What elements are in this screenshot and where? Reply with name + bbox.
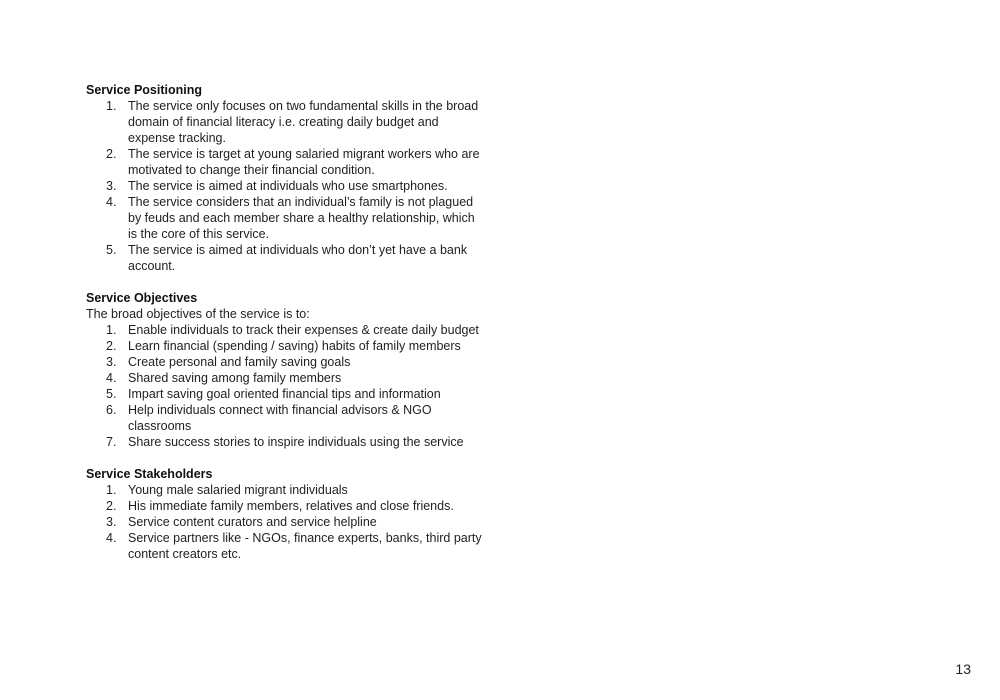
list-number: 3. xyxy=(106,355,117,369)
document-body xyxy=(86,82,486,578)
section-heading: Service Positioning xyxy=(86,83,203,97)
list-number: 1. xyxy=(106,483,117,497)
list-text: The service considers that an individual’s family is not plagued by feuds and each member share a healthy relationship, which is the core of this service. xyxy=(128,195,475,241)
section-intro: The broad objectives of the service is to: xyxy=(86,307,310,321)
list-item xyxy=(86,498,486,514)
list-text: Enable individuals to track their expenses & create daily budget xyxy=(128,323,479,337)
positioning-list xyxy=(86,98,486,274)
list-number: 1. xyxy=(106,99,117,113)
list-number: 2. xyxy=(106,339,117,353)
list-number: 7. xyxy=(106,435,117,449)
list-number: 2. xyxy=(106,499,117,513)
list-item xyxy=(86,434,486,450)
list-number: 3. xyxy=(106,515,117,529)
list-item xyxy=(86,370,486,386)
list-item xyxy=(86,98,486,146)
list-item xyxy=(86,194,486,242)
list-text: The service is aimed at individuals who don’t yet have a bank account. xyxy=(128,243,468,273)
stakeholders-list xyxy=(86,482,486,562)
section-positioning xyxy=(86,82,486,274)
list-item xyxy=(86,178,486,194)
page-number: 13 xyxy=(955,661,971,677)
list-number: 4. xyxy=(106,195,117,209)
list-text: Learn financial (spending / saving) habits of family members xyxy=(128,339,461,353)
list-text: Help individuals connect with financial advisors & NGO classrooms xyxy=(128,403,432,433)
list-text: Create personal and family saving goals xyxy=(128,355,351,369)
section-heading: Service Stakeholders xyxy=(86,467,213,481)
list-text: Young male salaried migrant individuals xyxy=(128,483,348,497)
list-item xyxy=(86,146,486,178)
list-item xyxy=(86,386,486,402)
list-number: 1. xyxy=(106,323,117,337)
list-text: The service is target at young salaried migrant workers who are motivated to change their financial condition. xyxy=(128,147,480,177)
list-number: 4. xyxy=(106,531,117,545)
list-number: 4. xyxy=(106,371,117,385)
list-number: 5. xyxy=(106,243,117,257)
list-item xyxy=(86,242,486,274)
list-text: Service partners like - NGOs, finance experts, banks, third party content creators etc. xyxy=(128,531,482,561)
list-text: Impart saving goal oriented financial tips and information xyxy=(128,387,441,401)
list-number: 3. xyxy=(106,179,117,193)
list-text: Shared saving among family members xyxy=(128,371,342,385)
list-text: Service content curators and service helpline xyxy=(128,515,377,529)
list-item xyxy=(86,402,486,434)
section-heading: Service Objectives xyxy=(86,291,198,305)
list-number: 2. xyxy=(106,147,117,161)
list-number: 6. xyxy=(106,403,117,417)
list-text: His immediate family members, relatives and close friends. xyxy=(128,499,454,513)
list-text: The service only focuses on two fundamental skills in the broad domain of financial literacy i.e. creating daily budget and expense tracking. xyxy=(128,99,479,145)
list-item xyxy=(86,530,486,562)
list-item xyxy=(86,514,486,530)
list-item xyxy=(86,482,486,498)
list-item xyxy=(86,322,486,338)
list-number: 5. xyxy=(106,387,117,401)
section-objectives xyxy=(86,290,486,450)
list-item xyxy=(86,338,486,354)
section-stakeholders xyxy=(86,466,486,562)
objectives-list xyxy=(86,322,486,450)
list-text: The service is aimed at individuals who use smartphones. xyxy=(128,179,448,193)
list-item xyxy=(86,354,486,370)
list-text: Share success stories to inspire individuals using the service xyxy=(128,435,464,449)
